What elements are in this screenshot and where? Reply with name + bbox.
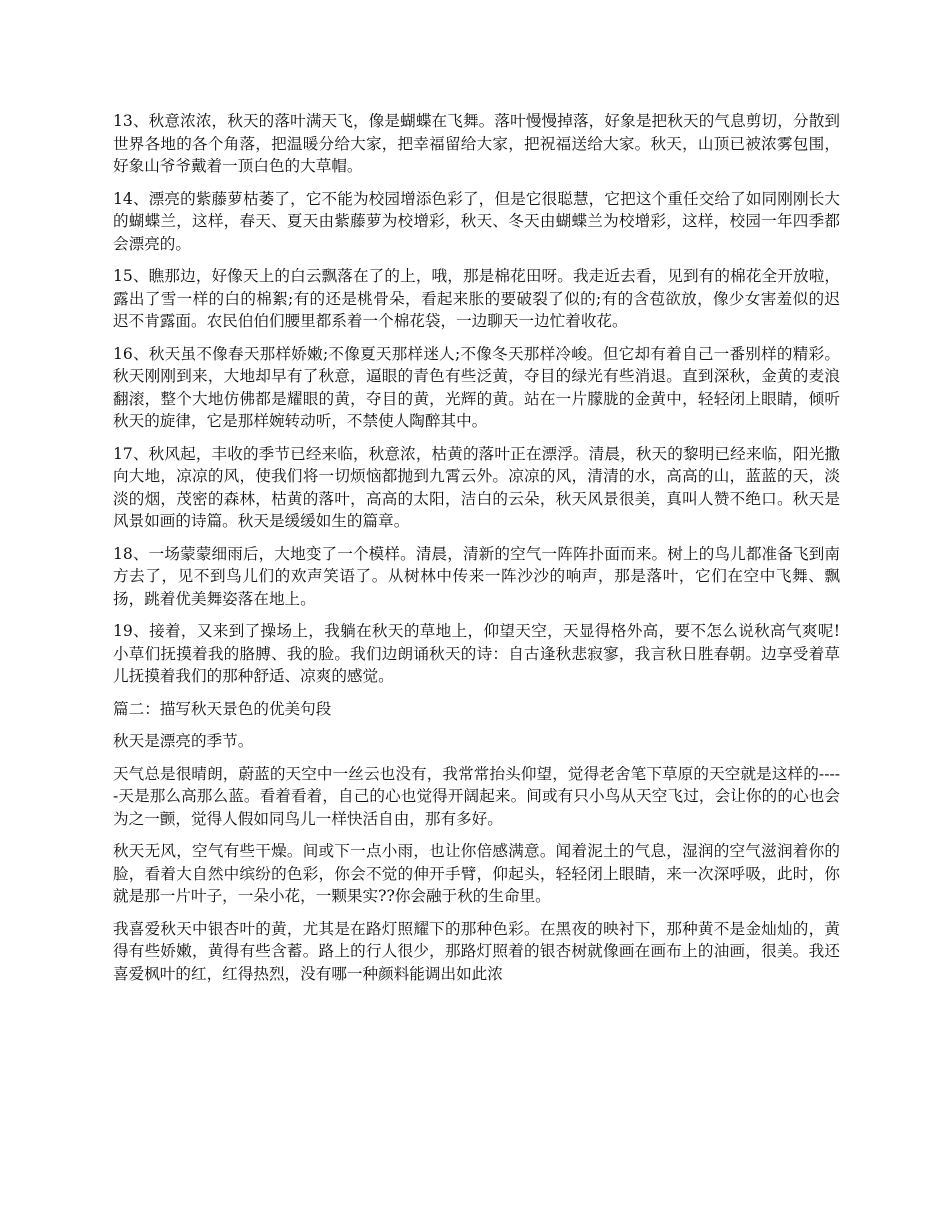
paragraph-14: 14、漂亮的紫藤萝枯萎了，它不能为校园增添色彩了，但是它很聪慧，它把这个重任交给了如同刚刚长大的蝴蝶兰，这样，春天、夏天由紫藤萝为校增彩，秋天、冬天由蝴蝶兰为校增彩，这样，校园一年四季都会漂亮的。 [113,189,840,253]
section-intro: 秋天是漂亮的季节。 [113,732,254,750]
paragraph-17: 17、秋风起，丰收的季节已经来临，秋意浓，枯黄的落叶正在漂浮。清晨，秋天的黎明已经来临，阳光撒向大地，凉凉的风，使我们将一切烦恼都抛到九霄云外。凉凉的风，清清的水，高高的山，蓝蓝的天，淡淡的烟，茂密的森林，枯黄的落叶，高高的太阳，洁白的云朵，秋天风景很美，真叫人赞不绝口。秋天是风景如画的诗篇。秋天是缓缓如生的篇章。 [113,444,840,530]
paragraph-16: 16、秋天虽不像春天那样娇嫩;不像夏天那样迷人;不像冬天那样冷峻。但它却有着自己一番别样的精彩。秋天刚刚到来，大地却早有了秋意，逼眼的青色有些泛黄，夺目的绿光有些消退。直到深秋，金黄的麦浪翻滚，整个大地仿佛都是耀眼的黄，夺目的黄，光辉的黄。站在一片朦胧的金黄中，轻轻闭上眼睛，倾听秋天的旋律，它是那样婉转动听，不禁使人陶醉其中。 [113,344,840,430]
paragraph-sky: 天气总是很晴朗，蔚蓝的天空中一丝云也没有，我常常抬头仰望，觉得老舍笔下草原的天空就是这样的-----天是那么高那么蓝。看着看着，自己的心也觉得开阔起来。间或有只小鸟从天空飞过，会让你的的心也会为之一颤，觉得人假如同鸟儿一样快活自由，那有多好。 [113,764,840,828]
paragraph-ginkgo: 我喜爱秋天中银杏叶的黄，尤其是在路灯照耀下的那种色彩。在黑夜的映衬下，那种黄不是金灿灿的，黄得有些娇嫩，黄得有些含蓄。路上的行人很少，那路灯照着的银杏树就像画在画布上的油画，很美。我还喜爱枫叶的红，红得热烈，没有哪一种颜料能调出如此浓 [113,919,840,983]
paragraph-15: 15、瞧那边，好像天上的白云飘落在了的上，哦，那是棉花田呀。我走近去看，见到有的棉花全开放啦，露出了雪一样的白的棉絮;有的还是桃骨朵，看起来胀的要破裂了似的;有的含苞欲放，像少女害羞似的迟迟不肯露面。农民伯伯们腰里都系着一个棉花袋，一边聊天一边忙着收花。 [113,267,840,330]
section-heading: 篇二：描写秋天景色的优美句段 [113,699,332,718]
paragraph-19: 19、接着，又来到了操场上，我躺在秋天的草地上，仰望天空，天显得格外高，要不怎么说秋高气爽呢!小草们抚摸着我的胳膊、我的脸。我们边朗诵秋天的诗：自古逢秋悲寂寥，我言秋日胜春朝。边享受着草儿抚摸着我们的那种舒适、凉爽的感觉。 [113,622,840,685]
document-body [113,110,840,995]
paragraph-18: 18、一场蒙蒙细雨后，大地变了一个模样。清晨，清新的空气一阵阵扑面而来。树上的鸟儿都准备飞到南方去了，见不到鸟儿们的欢声笑语了。从树林中传来一阵沙沙的响声，那是落叶，它们在空中飞舞、飘扬，跳着优美舞姿落在地上。 [113,544,840,608]
paragraph-wind: 秋天无风，空气有些干燥。间或下一点小雨，也让你倍感满意。闻着泥土的气息，湿润的空气滋润着你的脸，看着大自然中缤纷的色彩，你会不觉的伸开手臂，仰起头，轻轻闭上眼睛，来一次深呼吸，此时，你就是那一片叶子，一朵小花，一颗果实??你会融于秋的生命里。 [113,842,840,905]
paragraph-13: 13、秋意浓浓，秋天的落叶满天飞，像是蝴蝶在飞舞。落叶慢慢掉落，好象是把秋天的气息剪切，分散到世界各地的各个角落，把温暖分给大家，把幸福留给大家，把祝福送给大家。秋天，山顶已被浓雾包围，好象山爷爷戴着一顶白色的大草帽。 [113,112,840,175]
